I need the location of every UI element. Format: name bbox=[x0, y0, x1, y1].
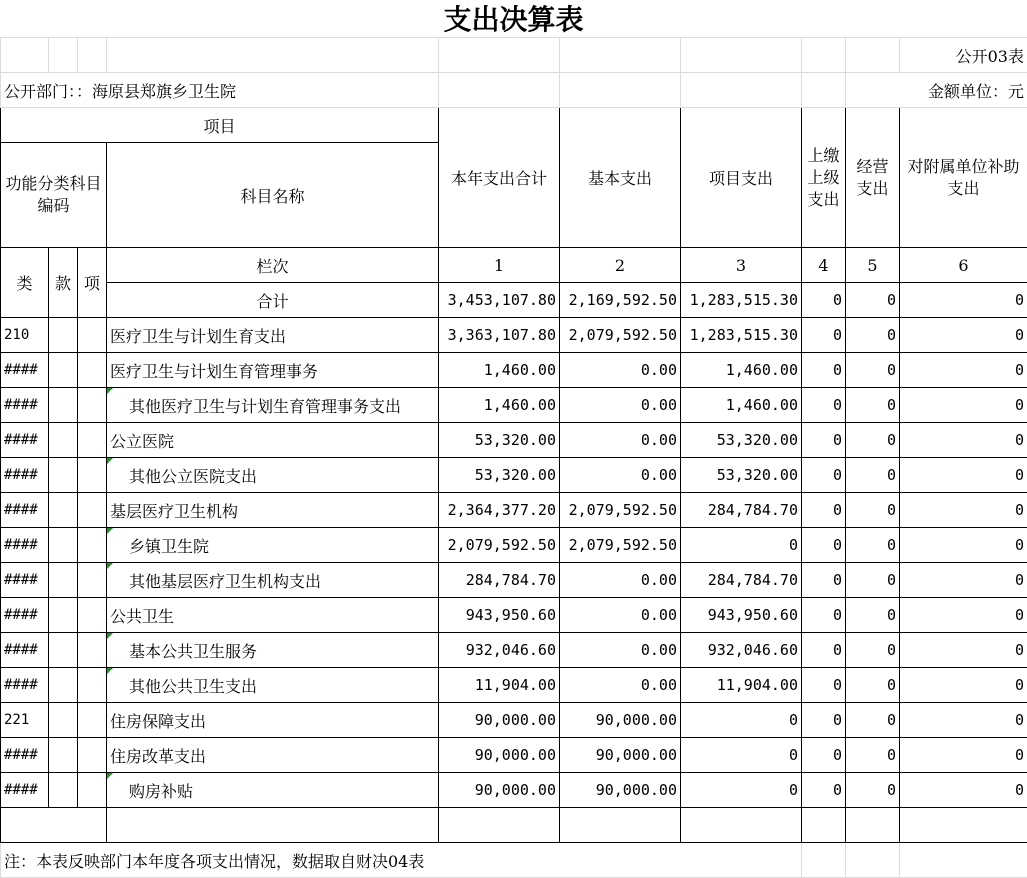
form-code: 公开03表 bbox=[900, 38, 1027, 73]
kuan-cell bbox=[49, 668, 78, 703]
row-value: 0 bbox=[681, 528, 802, 563]
row-value: 0 bbox=[681, 738, 802, 773]
sum-cell: 1,283,515.30 bbox=[681, 283, 802, 318]
xiang-cell bbox=[78, 598, 107, 633]
total-header: 本年支出合计 bbox=[439, 108, 560, 248]
row-value: 0.00 bbox=[560, 633, 681, 668]
row-value: 0 bbox=[900, 598, 1027, 633]
row-value: 284,784.70 bbox=[681, 563, 802, 598]
sum-cell: 3,453,107.80 bbox=[439, 283, 560, 318]
row-name: 乡镇卫生院 bbox=[129, 537, 209, 556]
xiang-cell bbox=[78, 493, 107, 528]
row-value: 0 bbox=[802, 668, 846, 703]
row-code: #### bbox=[1, 563, 49, 598]
empty-row bbox=[1, 808, 1027, 843]
column-label: 栏次 bbox=[107, 248, 439, 283]
table-row bbox=[1, 388, 1027, 423]
row-value: 0 bbox=[846, 458, 900, 493]
sum-row bbox=[1, 283, 1027, 318]
table-row bbox=[1, 458, 1027, 493]
row-value: 0.00 bbox=[560, 458, 681, 493]
row-code: #### bbox=[1, 738, 49, 773]
table-row bbox=[1, 738, 1027, 773]
row-code: #### bbox=[1, 493, 49, 528]
row-value: 0.00 bbox=[560, 423, 681, 458]
xiang-cell bbox=[78, 353, 107, 388]
row-value: 0 bbox=[802, 563, 846, 598]
table-row bbox=[1, 423, 1027, 458]
row-value: 0 bbox=[802, 388, 846, 423]
table-row bbox=[1, 353, 1027, 388]
row-value: 0 bbox=[846, 773, 900, 808]
row-name-cell bbox=[107, 458, 439, 493]
row-value: 0 bbox=[900, 563, 1027, 598]
row-value: 0 bbox=[802, 773, 846, 808]
row-name-cell bbox=[107, 493, 439, 528]
meta-row bbox=[1, 73, 1027, 108]
kuan-cell bbox=[49, 388, 78, 423]
blank-row bbox=[1, 38, 1027, 73]
row-value: 1,460.00 bbox=[439, 353, 560, 388]
table-row bbox=[1, 528, 1027, 563]
row-value: 0.00 bbox=[560, 563, 681, 598]
row-value: 0 bbox=[802, 738, 846, 773]
row-name: 公立医院 bbox=[110, 432, 174, 451]
func-code-header: 功能分类科目编码 bbox=[1, 143, 107, 248]
row-value: 0 bbox=[846, 528, 900, 563]
comment-marker-icon bbox=[107, 668, 113, 674]
subject-name-header: 科目名称 bbox=[107, 143, 439, 248]
row-value: 11,904.00 bbox=[439, 668, 560, 703]
table-row bbox=[1, 773, 1027, 808]
xiang-cell bbox=[78, 458, 107, 493]
row-value: 0 bbox=[802, 703, 846, 738]
row-code: 221 bbox=[1, 703, 49, 738]
xiang-cell bbox=[78, 773, 107, 808]
row-value: 2,079,592.50 bbox=[560, 493, 681, 528]
project-header: 项目 bbox=[1, 108, 439, 143]
row-value: 0.00 bbox=[560, 353, 681, 388]
kuan-cell bbox=[49, 423, 78, 458]
kuan-cell bbox=[49, 458, 78, 493]
row-value: 53,320.00 bbox=[439, 423, 560, 458]
row-value: 1,460.00 bbox=[439, 388, 560, 423]
row-name-cell bbox=[107, 388, 439, 423]
row-value: 11,904.00 bbox=[681, 668, 802, 703]
table-row bbox=[1, 493, 1027, 528]
unit-label: 金额单位：元 bbox=[846, 73, 1027, 108]
row-code: 210 bbox=[1, 318, 49, 353]
row-value: 932,046.60 bbox=[681, 633, 802, 668]
row-value: 0 bbox=[900, 318, 1027, 353]
project-exp-header: 项目支出 bbox=[681, 108, 802, 248]
comment-marker-icon bbox=[107, 633, 113, 639]
row-name: 购房补贴 bbox=[129, 782, 193, 801]
row-value: 932,046.60 bbox=[439, 633, 560, 668]
kuan-header: 款 bbox=[49, 248, 78, 318]
row-value: 0 bbox=[846, 423, 900, 458]
page-title: 支出决算表 bbox=[0, 0, 1027, 40]
row-name-cell bbox=[107, 633, 439, 668]
row-value: 0 bbox=[846, 353, 900, 388]
table-row bbox=[1, 703, 1027, 738]
row-name: 其他公立医院支出 bbox=[129, 467, 257, 486]
col-num: 1 bbox=[439, 248, 560, 283]
table-row bbox=[1, 598, 1027, 633]
row-code: #### bbox=[1, 423, 49, 458]
col-num: 3 bbox=[681, 248, 802, 283]
comment-marker-icon bbox=[107, 458, 113, 464]
row-value: 0 bbox=[900, 668, 1027, 703]
row-name-cell bbox=[107, 563, 439, 598]
footnote: 注：本表反映部门本年度各项支出情况，数据取自财决04表 bbox=[1, 843, 802, 878]
row-value: 53,320.00 bbox=[681, 423, 802, 458]
row-value: 90,000.00 bbox=[560, 703, 681, 738]
comment-marker-icon bbox=[107, 388, 113, 394]
row-value: 0 bbox=[802, 458, 846, 493]
note-row bbox=[1, 843, 1027, 878]
row-value: 0.00 bbox=[560, 598, 681, 633]
row-name: 医疗卫生与计划生育支出 bbox=[110, 327, 286, 346]
row-value: 90,000.00 bbox=[560, 773, 681, 808]
kuan-cell bbox=[49, 318, 78, 353]
xiang-cell bbox=[78, 528, 107, 563]
row-value: 0 bbox=[900, 703, 1027, 738]
row-value: 1,460.00 bbox=[681, 388, 802, 423]
table-row bbox=[1, 633, 1027, 668]
row-value: 1,283,515.30 bbox=[681, 318, 802, 353]
table-row bbox=[1, 318, 1027, 353]
header-row-1 bbox=[1, 108, 1027, 143]
upper-header: 上缴上级支出 bbox=[802, 108, 846, 248]
row-code: #### bbox=[1, 773, 49, 808]
sum-cell: 0 bbox=[802, 283, 846, 318]
row-value: 90,000.00 bbox=[439, 738, 560, 773]
subsidy-header: 对附属单位补助支出 bbox=[900, 108, 1027, 248]
row-name: 其他公共卫生支出 bbox=[129, 677, 257, 696]
row-name-cell bbox=[107, 598, 439, 633]
kuan-cell bbox=[49, 633, 78, 668]
row-value: 1,460.00 bbox=[681, 353, 802, 388]
row-name-cell bbox=[107, 528, 439, 563]
sum-cell: 0 bbox=[846, 283, 900, 318]
row-value: 0 bbox=[802, 423, 846, 458]
row-value: 0 bbox=[900, 528, 1027, 563]
column-number-row bbox=[1, 248, 1027, 283]
kuan-cell bbox=[49, 563, 78, 598]
row-value: 0 bbox=[846, 598, 900, 633]
row-value: 0 bbox=[802, 598, 846, 633]
row-name: 基本公共卫生服务 bbox=[129, 642, 257, 661]
xiang-cell bbox=[78, 738, 107, 773]
xiang-cell bbox=[78, 318, 107, 353]
row-code: #### bbox=[1, 388, 49, 423]
row-value: 943,950.60 bbox=[681, 598, 802, 633]
xiang-cell bbox=[78, 423, 107, 458]
kuan-cell bbox=[49, 353, 78, 388]
row-value: 90,000.00 bbox=[439, 703, 560, 738]
row-name-cell bbox=[107, 703, 439, 738]
sum-label: 合计 bbox=[107, 283, 439, 318]
row-value: 3,363,107.80 bbox=[439, 318, 560, 353]
row-value: 90,000.00 bbox=[560, 738, 681, 773]
row-name-cell bbox=[107, 773, 439, 808]
row-value: 0 bbox=[802, 528, 846, 563]
expenditure-table bbox=[0, 37, 1027, 878]
row-name-cell bbox=[107, 423, 439, 458]
sum-cell: 2,169,592.50 bbox=[560, 283, 681, 318]
row-value: 0 bbox=[846, 668, 900, 703]
col-num: 2 bbox=[560, 248, 681, 283]
comment-marker-icon bbox=[107, 773, 113, 779]
row-value: 2,079,592.50 bbox=[560, 318, 681, 353]
row-code: #### bbox=[1, 353, 49, 388]
xiang-cell bbox=[78, 668, 107, 703]
kuan-cell bbox=[49, 703, 78, 738]
row-value: 2,364,377.20 bbox=[439, 493, 560, 528]
row-name-cell bbox=[107, 738, 439, 773]
kuan-cell bbox=[49, 528, 78, 563]
row-value: 0 bbox=[802, 318, 846, 353]
row-value: 0 bbox=[900, 633, 1027, 668]
row-name-cell bbox=[107, 318, 439, 353]
row-name: 住房改革支出 bbox=[110, 747, 206, 766]
row-value: 0 bbox=[681, 773, 802, 808]
row-code: #### bbox=[1, 598, 49, 633]
sum-cell: 0 bbox=[900, 283, 1027, 318]
row-value: 0 bbox=[846, 738, 900, 773]
table-row bbox=[1, 668, 1027, 703]
row-value: 0 bbox=[900, 738, 1027, 773]
row-code: #### bbox=[1, 668, 49, 703]
row-name: 住房保障支出 bbox=[110, 712, 206, 731]
xiang-cell bbox=[78, 388, 107, 423]
row-value: 0 bbox=[802, 633, 846, 668]
row-name: 医疗卫生与计划生育管理事务 bbox=[110, 362, 318, 381]
kuan-cell bbox=[49, 493, 78, 528]
table-row bbox=[1, 563, 1027, 598]
row-value: 284,784.70 bbox=[439, 563, 560, 598]
row-name: 基层医疗卫生机构 bbox=[110, 502, 238, 521]
row-name: 其他医疗卫生与计划生育管理事务支出 bbox=[129, 397, 401, 416]
col-num: 4 bbox=[802, 248, 846, 283]
row-value: 2,079,592.50 bbox=[560, 528, 681, 563]
row-value: 943,950.60 bbox=[439, 598, 560, 633]
basic-header: 基本支出 bbox=[560, 108, 681, 248]
kuan-cell bbox=[49, 738, 78, 773]
row-value: 0 bbox=[900, 458, 1027, 493]
row-value: 0 bbox=[846, 633, 900, 668]
row-value: 53,320.00 bbox=[439, 458, 560, 493]
comment-marker-icon bbox=[107, 528, 113, 534]
row-value: 0 bbox=[900, 493, 1027, 528]
row-name-cell bbox=[107, 668, 439, 703]
col-num: 5 bbox=[846, 248, 900, 283]
row-name: 其他基层医疗卫生机构支出 bbox=[129, 572, 321, 591]
xiang-cell bbox=[78, 563, 107, 598]
row-value: 2,079,592.50 bbox=[439, 528, 560, 563]
kuan-cell bbox=[49, 773, 78, 808]
row-value: 0 bbox=[846, 703, 900, 738]
row-value: 0 bbox=[900, 773, 1027, 808]
xiang-cell bbox=[78, 633, 107, 668]
row-value: 0.00 bbox=[560, 668, 681, 703]
row-value: 90,000.00 bbox=[439, 773, 560, 808]
row-code: #### bbox=[1, 528, 49, 563]
row-value: 0 bbox=[846, 493, 900, 528]
row-value: 53,320.00 bbox=[681, 458, 802, 493]
row-value: 0 bbox=[846, 318, 900, 353]
row-value: 0 bbox=[802, 353, 846, 388]
xiang-cell bbox=[78, 703, 107, 738]
row-value: 0 bbox=[900, 423, 1027, 458]
row-value: 0 bbox=[681, 703, 802, 738]
row-value: 0.00 bbox=[560, 388, 681, 423]
col-num: 6 bbox=[900, 248, 1027, 283]
department-label: 公开部门：：海原县郑旗乡卫生院 bbox=[1, 73, 439, 108]
row-value: 0 bbox=[900, 353, 1027, 388]
row-code: #### bbox=[1, 633, 49, 668]
lei-header: 类 bbox=[1, 248, 49, 318]
row-name-cell bbox=[107, 353, 439, 388]
xiang-header: 项 bbox=[78, 248, 107, 318]
row-value: 0 bbox=[846, 388, 900, 423]
kuan-cell bbox=[49, 598, 78, 633]
row-value: 0 bbox=[846, 563, 900, 598]
business-header: 经营支出 bbox=[846, 108, 900, 248]
row-code: #### bbox=[1, 458, 49, 493]
comment-marker-icon bbox=[107, 563, 113, 569]
row-value: 284,784.70 bbox=[681, 493, 802, 528]
row-value: 0 bbox=[900, 388, 1027, 423]
row-value: 0 bbox=[802, 493, 846, 528]
row-name: 公共卫生 bbox=[110, 607, 174, 626]
